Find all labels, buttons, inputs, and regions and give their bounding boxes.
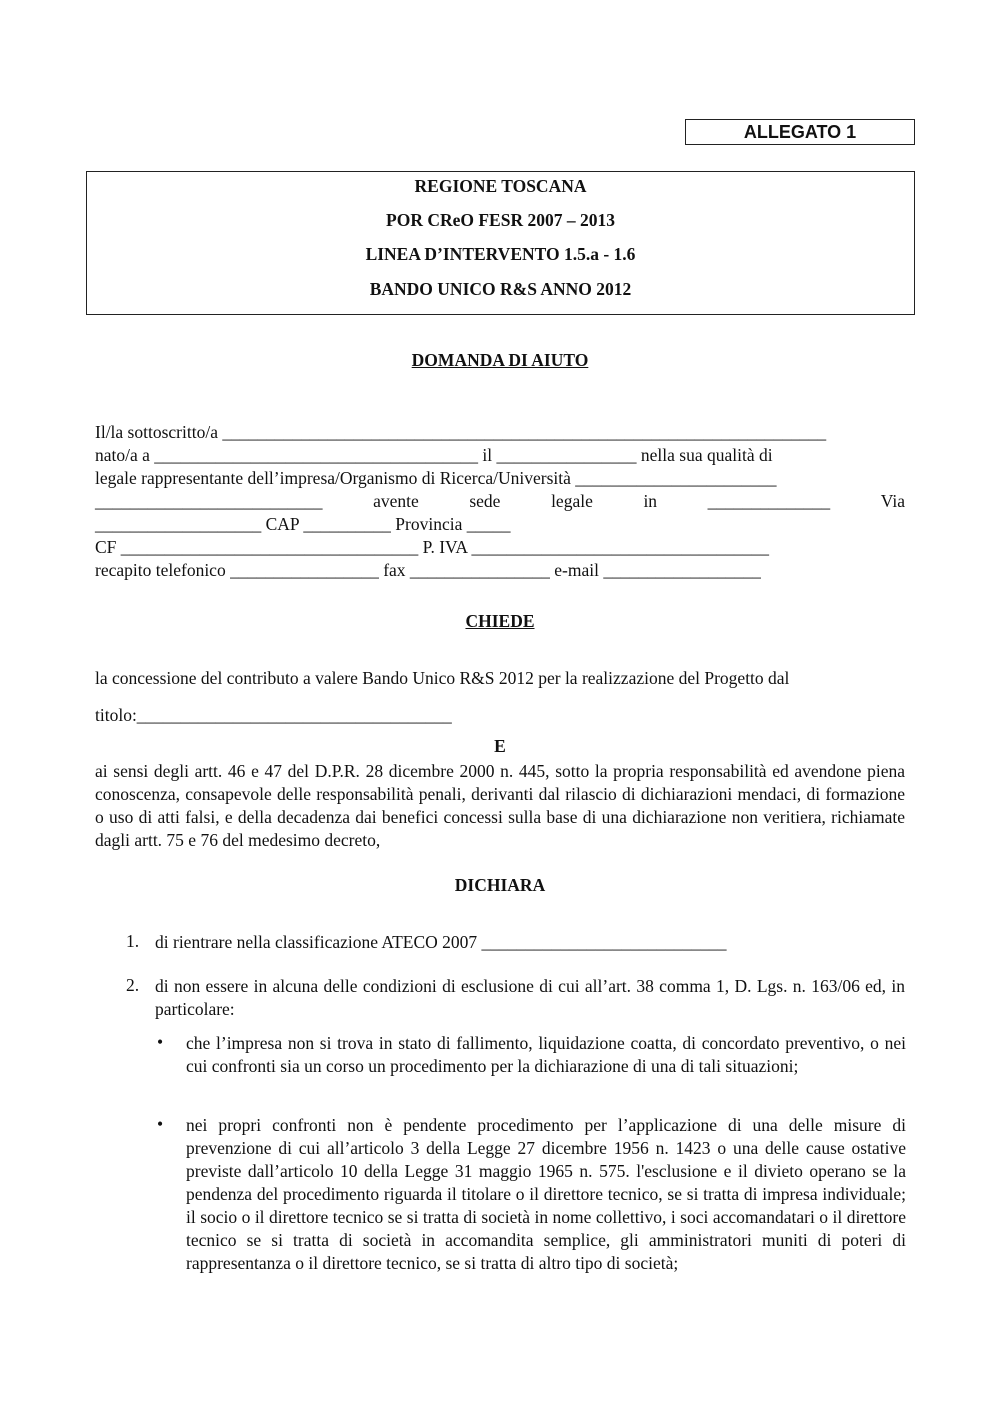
form-row-address: ___________________ CAP __________ Provincia _____ — [95, 514, 511, 534]
form-row-tax: CF __________________________________ P. IVA __________________________________ — [95, 537, 769, 557]
form-row-birth: nato/a a _____________________________________ il ________________ nella sua qualità di — [95, 445, 773, 465]
allegato-label: ALLEGATO 1 — [685, 119, 915, 145]
list-item-number: 1. — [126, 931, 140, 951]
form-word: in — [643, 491, 658, 511]
form-row-signatory: Il/la sottoscritto/a _____________________________________________________________________ — [95, 422, 827, 442]
bullet-icon: • — [157, 1032, 164, 1052]
header-box — [86, 171, 915, 315]
header-line-intervention: LINEA D’INTERVENTO 1.5.a - 1.6 — [365, 244, 636, 264]
header-line-programme: POR CReO FESR 2007 – 2013 — [386, 210, 615, 230]
bullet-item-insolvency: che l’impresa non si trova in stato di fallimento, liquidazione coatta, di concordato preventivo, o nei cui confronti sia un corso un procedimento per la dichiarazione di una di tali situazioni; — [186, 1033, 906, 1076]
list-item-ateco: di rientrare nella classificazione ATECO 2007 ____________________________ — [155, 932, 727, 952]
form-blank: ______________ — [707, 491, 831, 511]
chiede-project-title: titolo:____________________________________ — [95, 705, 452, 725]
list-item-number: 2. — [126, 975, 140, 995]
form-word: avente — [373, 491, 419, 511]
form-word: legale — [551, 491, 593, 511]
chiede-title: CHIEDE — [465, 611, 535, 631]
header-line-call: BANDO UNICO R&S ANNO 2012 — [369, 279, 632, 299]
bullet-item-prevention: nei propri confronti non è pendente procedimento per l’applicazione di una delle misure di prevenzione di cui all’articolo 3 della Legge 27 dicembre 1956 n. 1423 o una delle cause ostative previste dall’articolo 10 della Legge 31 maggio 1965 n. 575. l'esclusione e il divieto operano se la pendenza del procedimento riguarda il titolare o il direttore tecnico, se si tratta di impresa individuale; il socio o il direttore tecnico se si tratta di società in nome collettivo, i soci accomandatari o il direttore tecnico se si tratta di società in accomandita semplice, gli amministratori muniti di poteri di rappresentanza o il direttore tecnico, se si tratta di altro tipo di società; — [186, 1115, 906, 1273]
form-row-contacts: recapito telefonico _________________ fax ________________ e-mail __________________ — [95, 560, 761, 580]
e-title: E — [494, 736, 506, 756]
bullet-icon: • — [157, 1114, 164, 1134]
list-item-exclusion: di non essere in alcuna delle condizioni di esclusione di cui all’art. 38 comma 1, D. Lgs. n. 163/06 ed, in particolare: — [155, 976, 905, 1019]
form-blank: __________________________ — [95, 491, 323, 511]
form-row-legal-seat — [95, 491, 905, 512]
e-paragraph: ai sensi degli artt. 46 e 47 del D.P.R. 28 dicembre 2000 n. 445, sotto la propria responsabilità ed avendone piena conoscenza, consapevole delle responsabilità penali, derivanti dal rilascio di dichiarazioni mendaci, di formazione o uso di atti falsi, e della decadenza dai benefici concessi sulla base di una dichiarazione non veritiera, richiamate dagli artt. 75 e 76 del medesimo decreto, — [95, 761, 905, 850]
page-title: DOMANDA DI AIUTO — [411, 350, 589, 370]
form-row-representative: legale rappresentante dell’impresa/Organismo di Ricerca/Università _______________________ — [95, 468, 777, 488]
chiede-text: la concessione del contributo a valere Bando Unico R&S 2012 per la realizzazione del Progetto dal — [95, 668, 790, 688]
form-word: sede — [469, 491, 501, 511]
header-line-region: REGIONE TOSCANA — [414, 176, 587, 196]
dichiara-title: DICHIARA — [454, 875, 546, 895]
form-word: Via — [880, 491, 905, 511]
